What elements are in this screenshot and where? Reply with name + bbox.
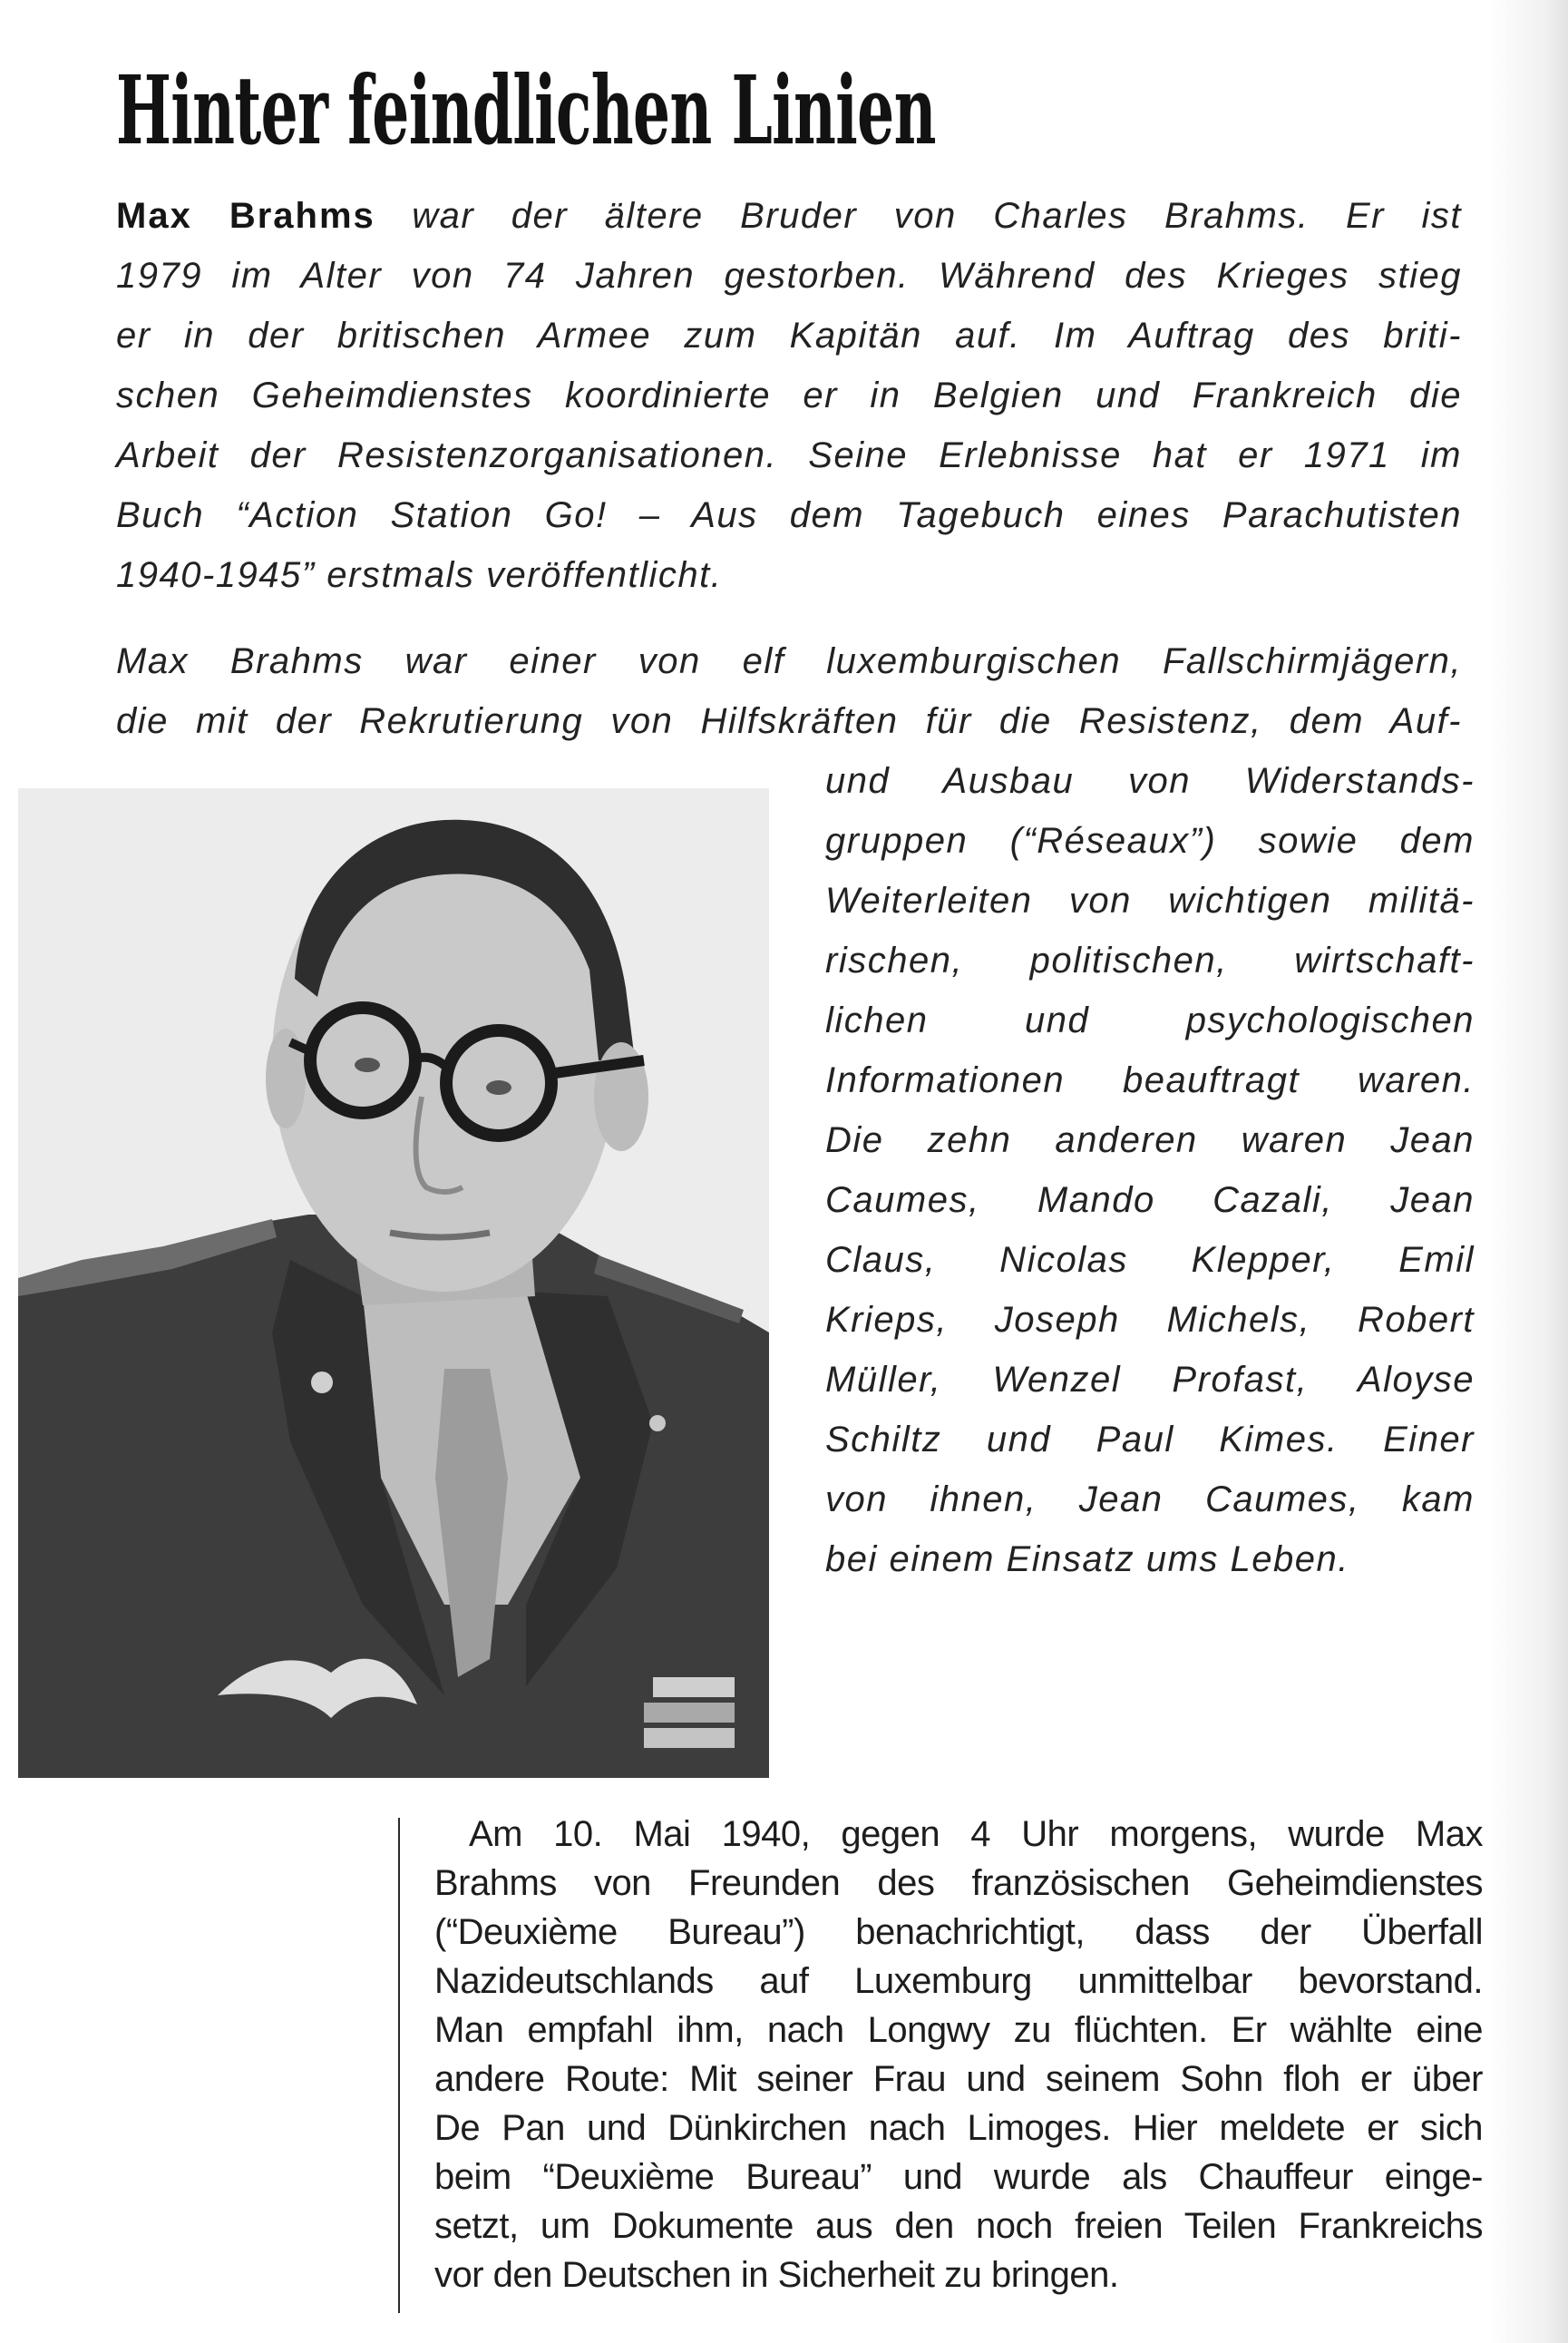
column-line: Claus, Nicolas Klepper, Emil (825, 1240, 1475, 1280)
column-line: und Ausbau von Widerstands- (825, 761, 1475, 801)
sidebar-line: Brahms von Freunden des französischen Geheimdienstes (434, 1863, 1483, 1903)
intro-paragraph (116, 186, 1462, 605)
paragraph-2 (116, 631, 1462, 751)
sidebar-line: andere Route: Mit seiner Frau und seinem Sohn floh er über (434, 2059, 1483, 2099)
intro-line: schen Geheimdienstes koordinierte er in Belgien und Frankreich die (116, 376, 1462, 415)
column-line: bei einem Einsatz ums Leben. (825, 1539, 1349, 1579)
intro-line: Arbeit der Resistenzorganisationen. Seine Erlebnisse hat er 1971 im (116, 435, 1462, 475)
sidebar-line: Nazideutschlands auf Luxemburg unmittelbar bevorstand. (434, 1961, 1483, 2001)
medal-ribbon (644, 1703, 735, 1723)
paragraph-2-column (825, 751, 1475, 1589)
eye-left (355, 1058, 380, 1072)
intro-line: er in der britischen Armee zum Kapitän auf. Im Auftrag des briti- (116, 316, 1462, 356)
collar-badge-right-icon (649, 1415, 666, 1431)
column-line: von ihnen, Jean Caumes, kam (825, 1479, 1475, 1519)
collar-badge-icon (311, 1372, 333, 1393)
sidebar-line: setzt, um Dokumente aus den noch freien Teilen Frankreichs (434, 2206, 1483, 2246)
sidebar-line: Man empfahl ihm, nach Longwy zu flüchten. Er wählte eine (434, 2010, 1483, 2050)
column-line: Caumes, Mando Cazali, Jean (825, 1180, 1475, 1220)
column-line: Weiterleiten von wichtigen militä- (825, 881, 1475, 921)
column-line: Informationen beauftragt waren. (825, 1060, 1475, 1100)
sidebar-rule-divider (398, 1818, 400, 2313)
column-line: rischen, politischen, wirtschaft- (825, 941, 1475, 981)
sidebar-line: De Pan und Dünkirchen nach Limoges. Hier meldete er sich (434, 2108, 1483, 2148)
page-title: Hinter feindlichen Linien (116, 54, 936, 166)
column-line: Schiltz und Paul Kimes. Einer (825, 1420, 1475, 1459)
eye-right (486, 1080, 511, 1095)
sidebar-line: (“Deuxième Bureau”) benachrichtigt, dass der Überfall (434, 1912, 1483, 1952)
intro-line: 1940-1945” erstmals veröffentlicht. (116, 555, 723, 595)
intro-line (116, 186, 1462, 246)
sidebar-line: beim “Deuxième Bureau” und wurde als Chauffeur einge- (434, 2157, 1483, 2197)
column-line: Müller, Wenzel Profast, Aloyse (825, 1360, 1475, 1400)
sidebar-box (434, 1810, 1483, 2299)
paragraph-2-line: Max Brahms war einer von elf luxemburgischen Fallschirmjägern, (116, 641, 1462, 681)
intro-line-text: war der ältere Bruder von Charles Brahms. Er ist (375, 196, 1463, 236)
medal-ribbon (644, 1728, 735, 1748)
intro-line: 1979 im Alter von 74 Jahren gestorben. Während des Krieges stieg (116, 256, 1462, 296)
medal-ribbon (653, 1677, 735, 1697)
column-line: lichen und psychologischen (825, 1001, 1475, 1040)
intro-lead-name: Max Brahms (116, 196, 375, 236)
sidebar-line: vor den Deutschen in Sicherheit zu bringen. (434, 2255, 1119, 2295)
portrait-illustration (18, 788, 769, 1778)
sidebar-line: Am 10. Mai 1940, gegen 4 Uhr morgens, wurde Max (469, 1814, 1483, 1854)
paragraph-2-line: die mit der Rekrutierung von Hilfskräften für die Resistenz, dem Auf- (116, 701, 1462, 741)
column-line: Krieps, Joseph Michels, Robert (825, 1300, 1475, 1340)
portrait-photo (18, 788, 769, 1778)
intro-line: Buch “Action Station Go! – Aus dem Tagebuch eines Parachutisten (116, 495, 1462, 535)
column-line: Die zehn anderen waren Jean (825, 1120, 1475, 1160)
column-line: gruppen (“Réseaux”) sowie dem (825, 821, 1475, 861)
